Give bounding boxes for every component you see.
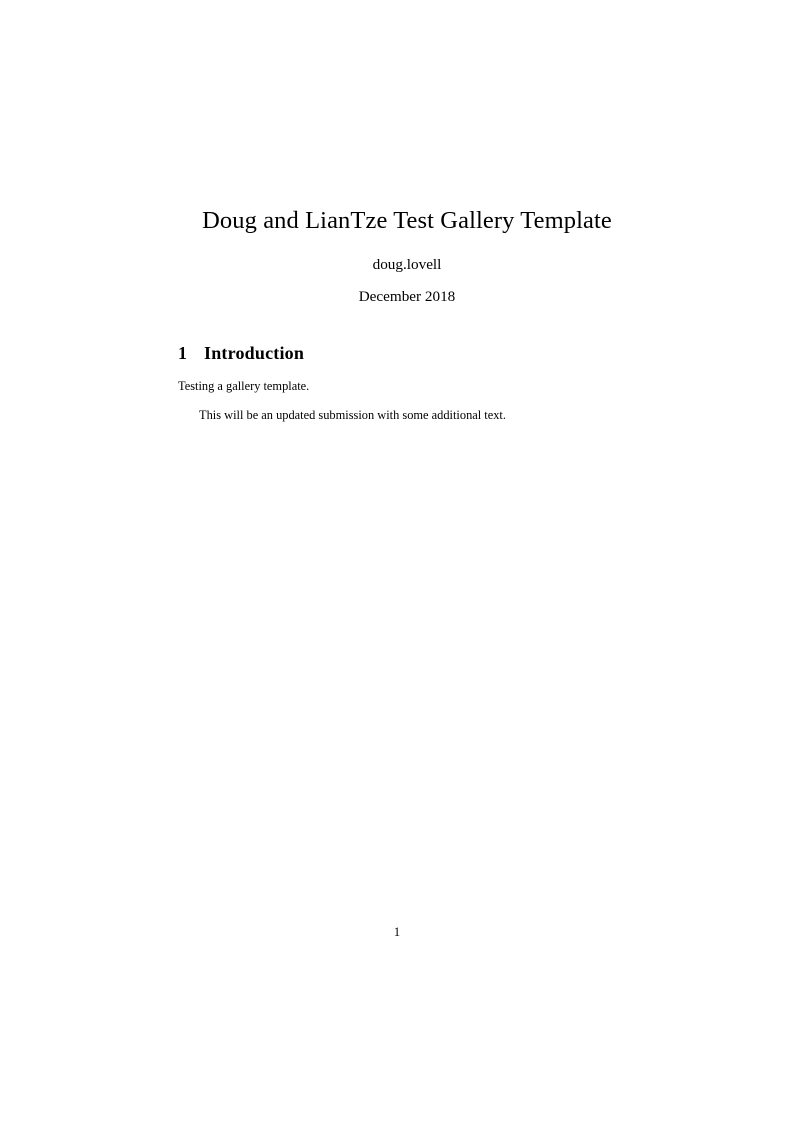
paragraph: This will be an updated submission with some additional text. bbox=[199, 407, 506, 422]
paragraph: Testing a gallery template. bbox=[178, 379, 310, 394]
section-heading-introduction bbox=[178, 343, 636, 364]
document-body bbox=[178, 0, 636, 436]
document-author: doug.lovell bbox=[372, 256, 442, 274]
document-date: December 2018 bbox=[358, 288, 456, 306]
section-number: 1 bbox=[178, 343, 188, 364]
page-number: 1 bbox=[393, 925, 401, 939]
document-title: Doug and LianTze Test Gallery Template bbox=[202, 207, 612, 234]
section-title: Introduction bbox=[204, 343, 305, 364]
